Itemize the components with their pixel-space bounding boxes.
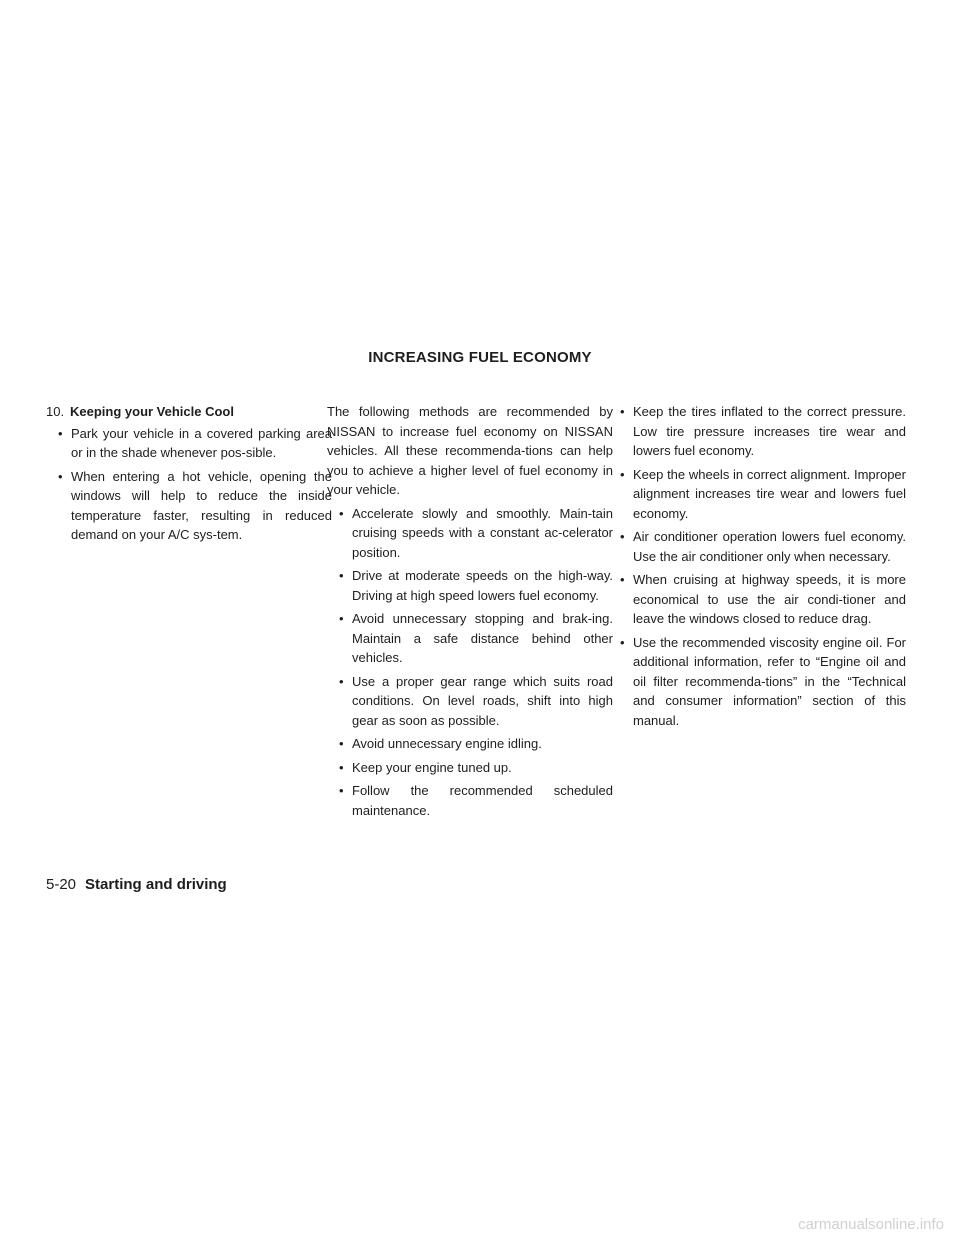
list-item: [327, 734, 613, 754]
bullet-icon: •: [620, 529, 625, 544]
bullet-list-methods: [327, 504, 613, 821]
list-item-text: Keep your engine tuned up.: [352, 759, 512, 775]
list-item-text: Avoid unnecessary stopping and brak-ing. Maintain a safe distance behind other vehicles.: [352, 611, 613, 665]
list-item: [327, 781, 613, 820]
bullet-icon: •: [620, 466, 625, 482]
bullet-list-cooling: [46, 424, 332, 545]
item-heading: Keeping your Vehicle Cool: [70, 404, 234, 419]
list-item: [327, 609, 613, 668]
footer-section-title: Starting and driving: [85, 876, 227, 893]
list-item-text: When entering a hot vehicle, opening the windows will help to reduce the inside temperature faster, resulting in reduced demand on your A/C sys-tem.: [71, 468, 332, 542]
bullet-icon: •: [339, 673, 344, 689]
list-item: [46, 467, 332, 545]
bullet-icon: •: [339, 568, 344, 583]
item-number: 10.: [46, 404, 65, 419]
list-item: [620, 402, 906, 461]
list-item: [327, 566, 613, 605]
list-item-text: Park your vehicle in a covered parking area or in the shade whenever pos-sible.: [71, 425, 332, 460]
list-item-text: Use a proper gear range which suits road conditions. On level roads, shift into high gear as soon as possible.: [352, 673, 613, 728]
bullet-icon: •: [339, 611, 344, 626]
list-item-text: Accelerate slowly and smoothly. Main-tain cruising speeds with a constant ac-celerator position.: [352, 505, 613, 560]
bullet-icon: •: [339, 783, 344, 798]
bullet-icon: •: [620, 572, 625, 587]
numbered-item-10: [46, 402, 332, 422]
bullet-icon: •: [620, 634, 625, 650]
list-item: [327, 758, 613, 778]
bullet-icon: •: [339, 759, 344, 775]
list-item-text: Air conditioner operation lowers fuel economy. Use the air conditioner only when necessary.: [633, 529, 906, 564]
section-title: INCREASING FUEL ECONOMY: [368, 349, 592, 366]
list-item-text: When cruising at highway speeds, it is more economical to use the air condi-tioner and leave the windows closed to reduce drag.: [633, 572, 906, 626]
list-item: [620, 465, 906, 524]
list-item: [620, 527, 906, 566]
page-number: 5-20: [46, 876, 77, 893]
list-item: [46, 424, 332, 463]
column-left: [46, 402, 332, 549]
list-item-text: Drive at moderate speeds on the high-way. Driving at high speed lowers fuel economy.: [352, 568, 613, 603]
list-item: [620, 633, 906, 731]
bullet-icon: •: [339, 736, 344, 751]
list-item-text: Avoid unnecessary engine idling.: [352, 736, 542, 751]
watermark: carmanualsonline.info: [798, 1216, 944, 1233]
list-item-text: Keep the wheels in correct alignment. Improper alignment increases tire wear and lowers fuel economy.: [633, 466, 906, 521]
list-item: [620, 570, 906, 629]
bullet-icon: •: [620, 404, 625, 419]
bullet-icon: •: [58, 468, 63, 484]
list-item: [327, 504, 613, 563]
list-item-text: Use the recommended viscosity engine oil. For additional information, refer to “Engine oil and oil filter recommenda-tions” in the “Technical and consumer information” section of this manual.: [633, 634, 906, 728]
list-item-text: Keep the tires inflated to the correct pressure. Low tire pressure increases tire wear and lowers fuel economy.: [633, 404, 906, 458]
bullet-icon: •: [58, 425, 63, 441]
list-item-text: Follow the recommended scheduled maintenance.: [352, 783, 613, 818]
page-footer: [46, 876, 227, 893]
column-right: [620, 402, 906, 734]
column-middle: [327, 402, 613, 824]
list-item: [327, 672, 613, 731]
intro-paragraph: The following methods are recommended by NISSAN to increase fuel economy on NISSAN vehicles. All these recommenda-tions can help you to achieve a higher level of fuel economy in your vehicle.: [327, 404, 613, 497]
bullet-list-tires-ac: [620, 402, 906, 730]
bullet-icon: •: [339, 505, 344, 521]
